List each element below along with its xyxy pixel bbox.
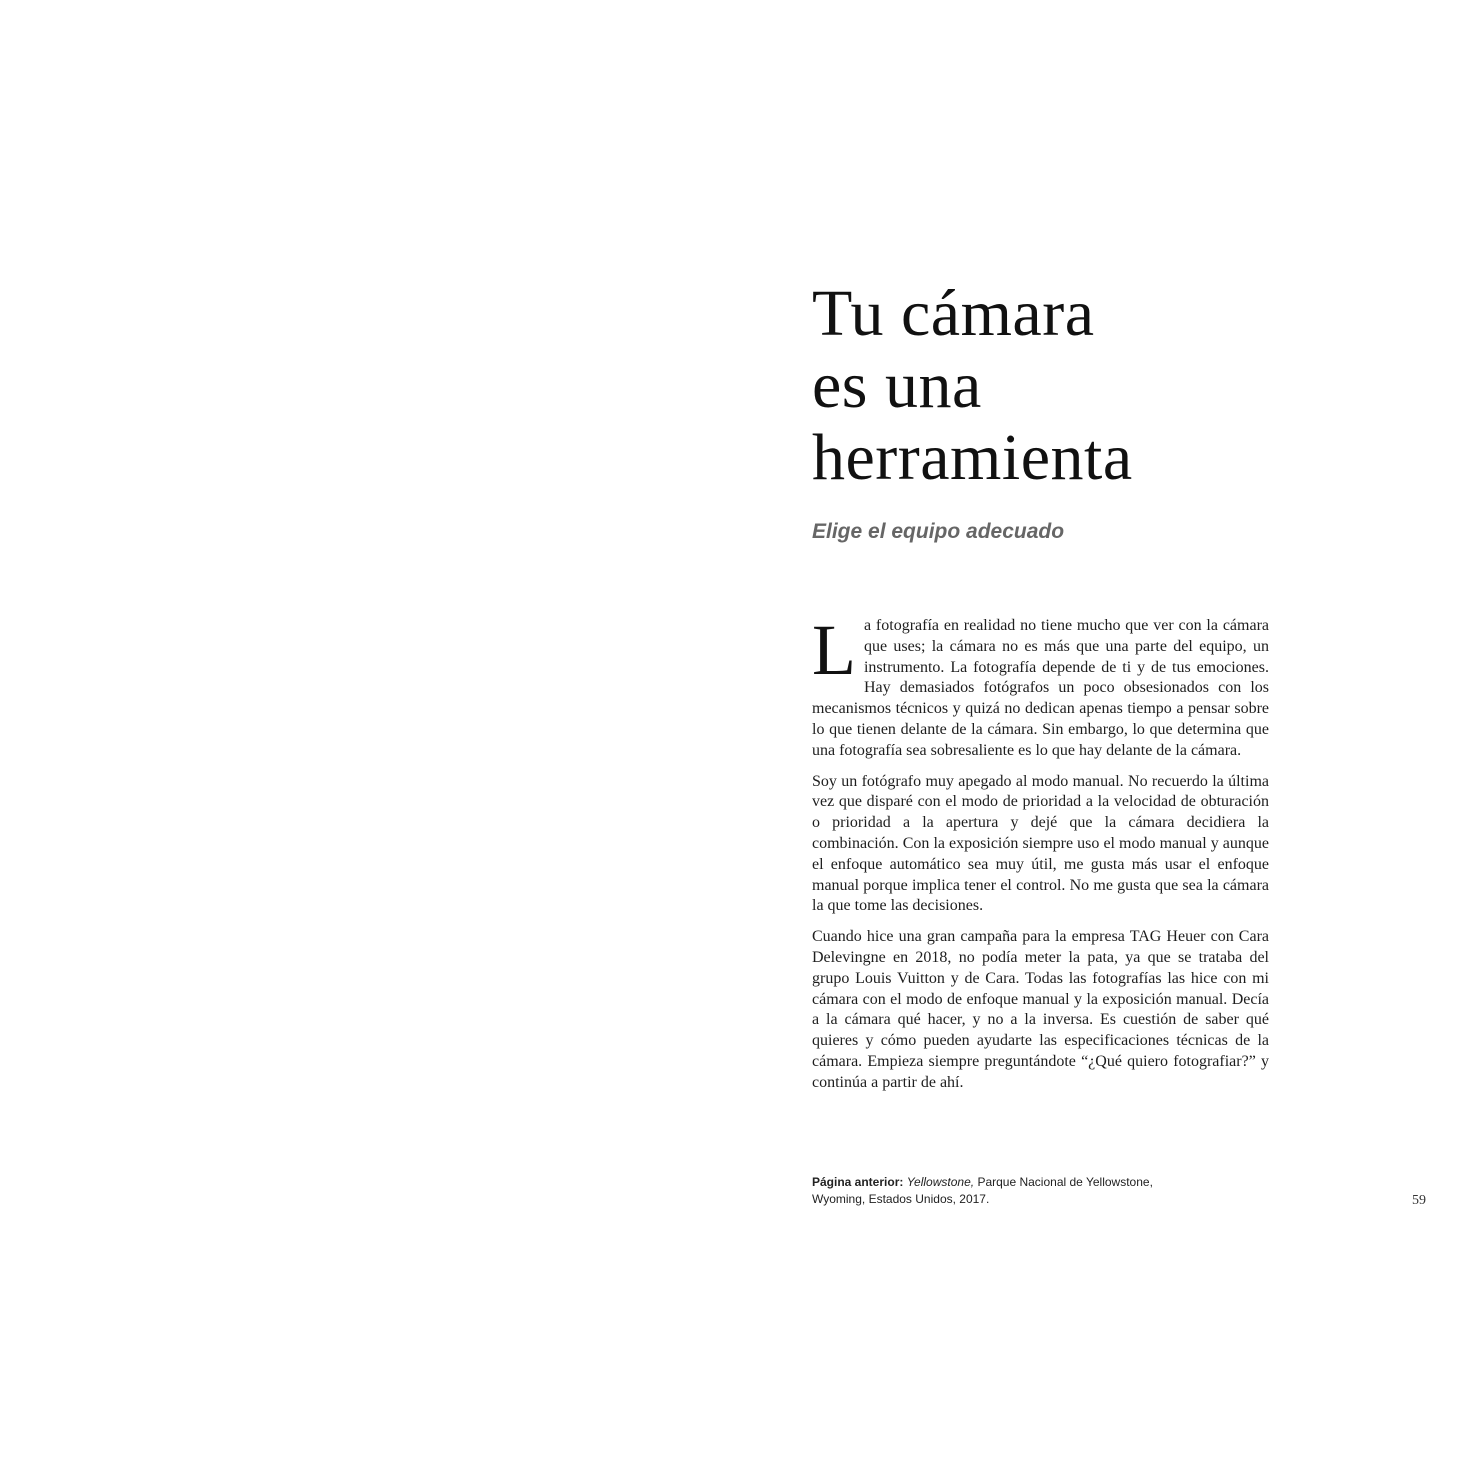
title-line-3: herramienta — [812, 421, 1133, 494]
subtitle: Elige el equipo adecuado — [812, 520, 1065, 543]
paragraph-3: Cuando hice una gran campaña para la empresa TAG Heuer con Cara Delevingne en 2018, no podía meter la pata, ya que se trataba del grupo Louis Vuitton y de Cara. Todas las fotografías las hice con mi cámara con el modo de enfoque manual y la exposición manual. Decía a la cámara qué hacer, y no a la inversa. Es cuestión de saber qué quieres y cómo pueden ayudarte las especificaciones técnicas de la cámara. Empieza siempre preguntándote “¿Qué quiero fotografiar?” y continúa a partir de ahí. — [812, 928, 1269, 1091]
title-line-2: es una — [812, 349, 982, 422]
paragraph-1 — [812, 610, 1269, 762]
page-title — [812, 278, 1332, 494]
page-number: 59 — [1412, 1193, 1426, 1208]
caption-work-title: Yellowstone, — [906, 1175, 975, 1189]
title-line-1: Tu cámara — [812, 277, 1095, 350]
caption-location-line-1: Parque Nacional de Yellowstone, — [977, 1175, 1153, 1189]
drop-cap: L — [812, 610, 856, 690]
caption-label: Página anterior: — [812, 1175, 904, 1189]
body-text — [812, 610, 1269, 1104]
caption-location-line-2: Wyoming, Estados Unidos, 2017. — [812, 1192, 990, 1206]
photo-caption — [812, 1174, 1192, 1208]
paragraph-1-text: a fotografía en realidad no tiene mucho que ver con la cámara que uses; la cámara no es más que una parte del equipo, un instrumento. La fotografía depende de ti y de tus emociones. Hay demasiados fotógrafos un poco obsesionados con los mecanismos técnicos y quizá no dedican apenas tiempo a pensar sobre lo que tienen delante de la cámara. Sin embargo, lo que determina que una fotografía sea sobresaliente es lo que hay delante de la cámara. — [812, 617, 1269, 759]
paragraph-2: Soy un fotógrafo muy apegado al modo manual. No recuerdo la última vez que disparé con el modo de prioridad a la velocidad de obturación o prioridad a la apertura y dejé que la cámara decidiera la combinación. Con la exposición siempre uso el modo manual y aunque el enfoque automático sea muy útil, me gusta más usar el enfoque manual porque implica tener el control. No me gusta que sea la cámara la que tome las decisiones. — [812, 772, 1269, 915]
